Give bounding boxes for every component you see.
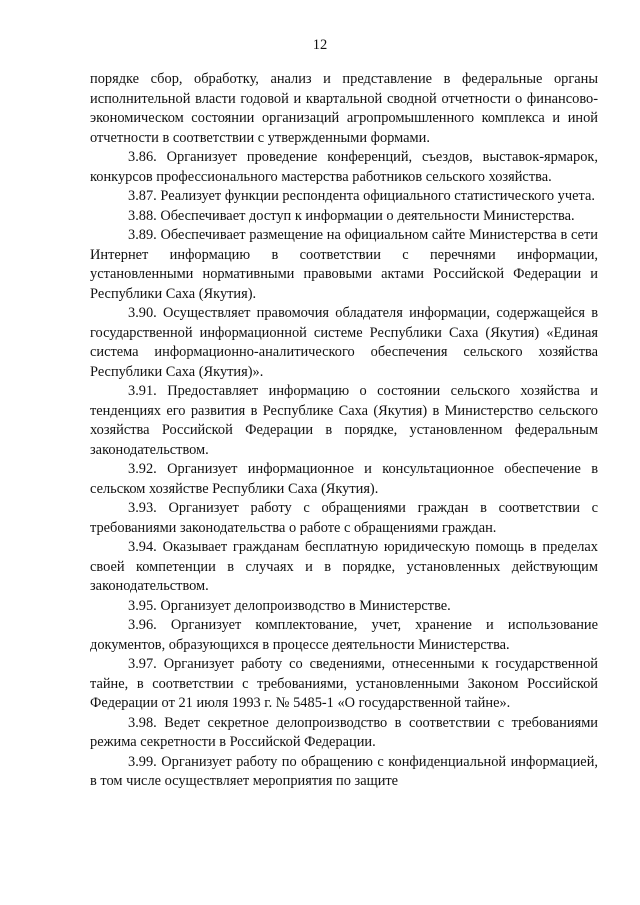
paragraph-3-92: 3.92. Организует информационное и консультационное обеспечение в сельском хозяйстве Республики Саха (Якутия).: [90, 461, 598, 497]
paragraph-3-95: 3.95. Организует делопроизводство в Министерстве.: [128, 597, 451, 614]
paragraph-3-89: 3.89. Обеспечивает размещение на официальном сайте Министерства в сети Интернет информацию в соответствии с перечнями информации, установленными нормативными правовыми актами Российской Федерации и Республики Саха (Якутия).: [90, 227, 598, 302]
paragraph-3-97: 3.97. Организует работу со сведениями, отнесенными к государственной тайне, в соответствии с требованиями, установленными Законом Российской Федерации от 21 июля 1993 г. № 5485-1 «О государственной тайне».: [90, 656, 598, 711]
paragraph-3-99: 3.99. Организует работу по обращению с конфиденциальной информацией, в том числе осуществляет мероприятия по защите: [90, 753, 598, 789]
paragraph-3-88: 3.88. Обеспечивает доступ к информации о деятельности Министерства.: [128, 207, 575, 224]
paragraph-3-86: 3.86. Организует проведение конференций, съездов, выставок-ярмарок, конкурсов профессионального мастерства работников сельского хозяйства.: [90, 149, 598, 185]
paragraph-3-98: 3.98. Ведет секретное делопроизводство в соответствии с требованиями режима секретности в Российской Федерации.: [90, 714, 598, 750]
paragraph-3-91: 3.91. Предоставляет информацию о состоянии сельского хозяйства и тенденциях его развития в Республике Саха (Якутия) в Министерство сельского хозяйства Российской Федерации в порядке, установленном федеральным законодательством.: [90, 383, 598, 458]
paragraph-3-96: 3.96. Организует комплектование, учет, хранение и использование документов, образующихся в процессе деятельности Министерства.: [90, 617, 598, 653]
paragraph-3-94: 3.94. Оказывает гражданам бесплатную юридическую помощь в пределах своей компетенции в случаях и в порядке, установленных действующим законодательством.: [90, 539, 598, 594]
paragraph-3-90: 3.90. Осуществляет правомочия обладателя информации, содержащейся в государственной информационной системе Республики Саха (Якутия) «Единая система информационно-аналитического обеспечения сельского хозяйства Республики Саха (Якутия)».: [90, 305, 598, 380]
document-body: [90, 70, 598, 792]
paragraph-continuation: порядке сбор, обработку, анализ и представление в федеральные органы исполнительной власти годовой и квартальной сводной отчетности о финансово-экономическом состоянии организаций агропромышленного комплекса и иной отчетности в соответствии с утвержденными формами.: [90, 71, 598, 146]
paragraph-3-93: 3.93. Организует работу с обращениями граждан в соответствии с требованиями законодательства о работе с обращениями граждан.: [90, 500, 598, 536]
paragraph-3-87: 3.87. Реализует функции респондента официального статистического учета.: [128, 188, 595, 204]
page-number: 12: [312, 37, 328, 53]
